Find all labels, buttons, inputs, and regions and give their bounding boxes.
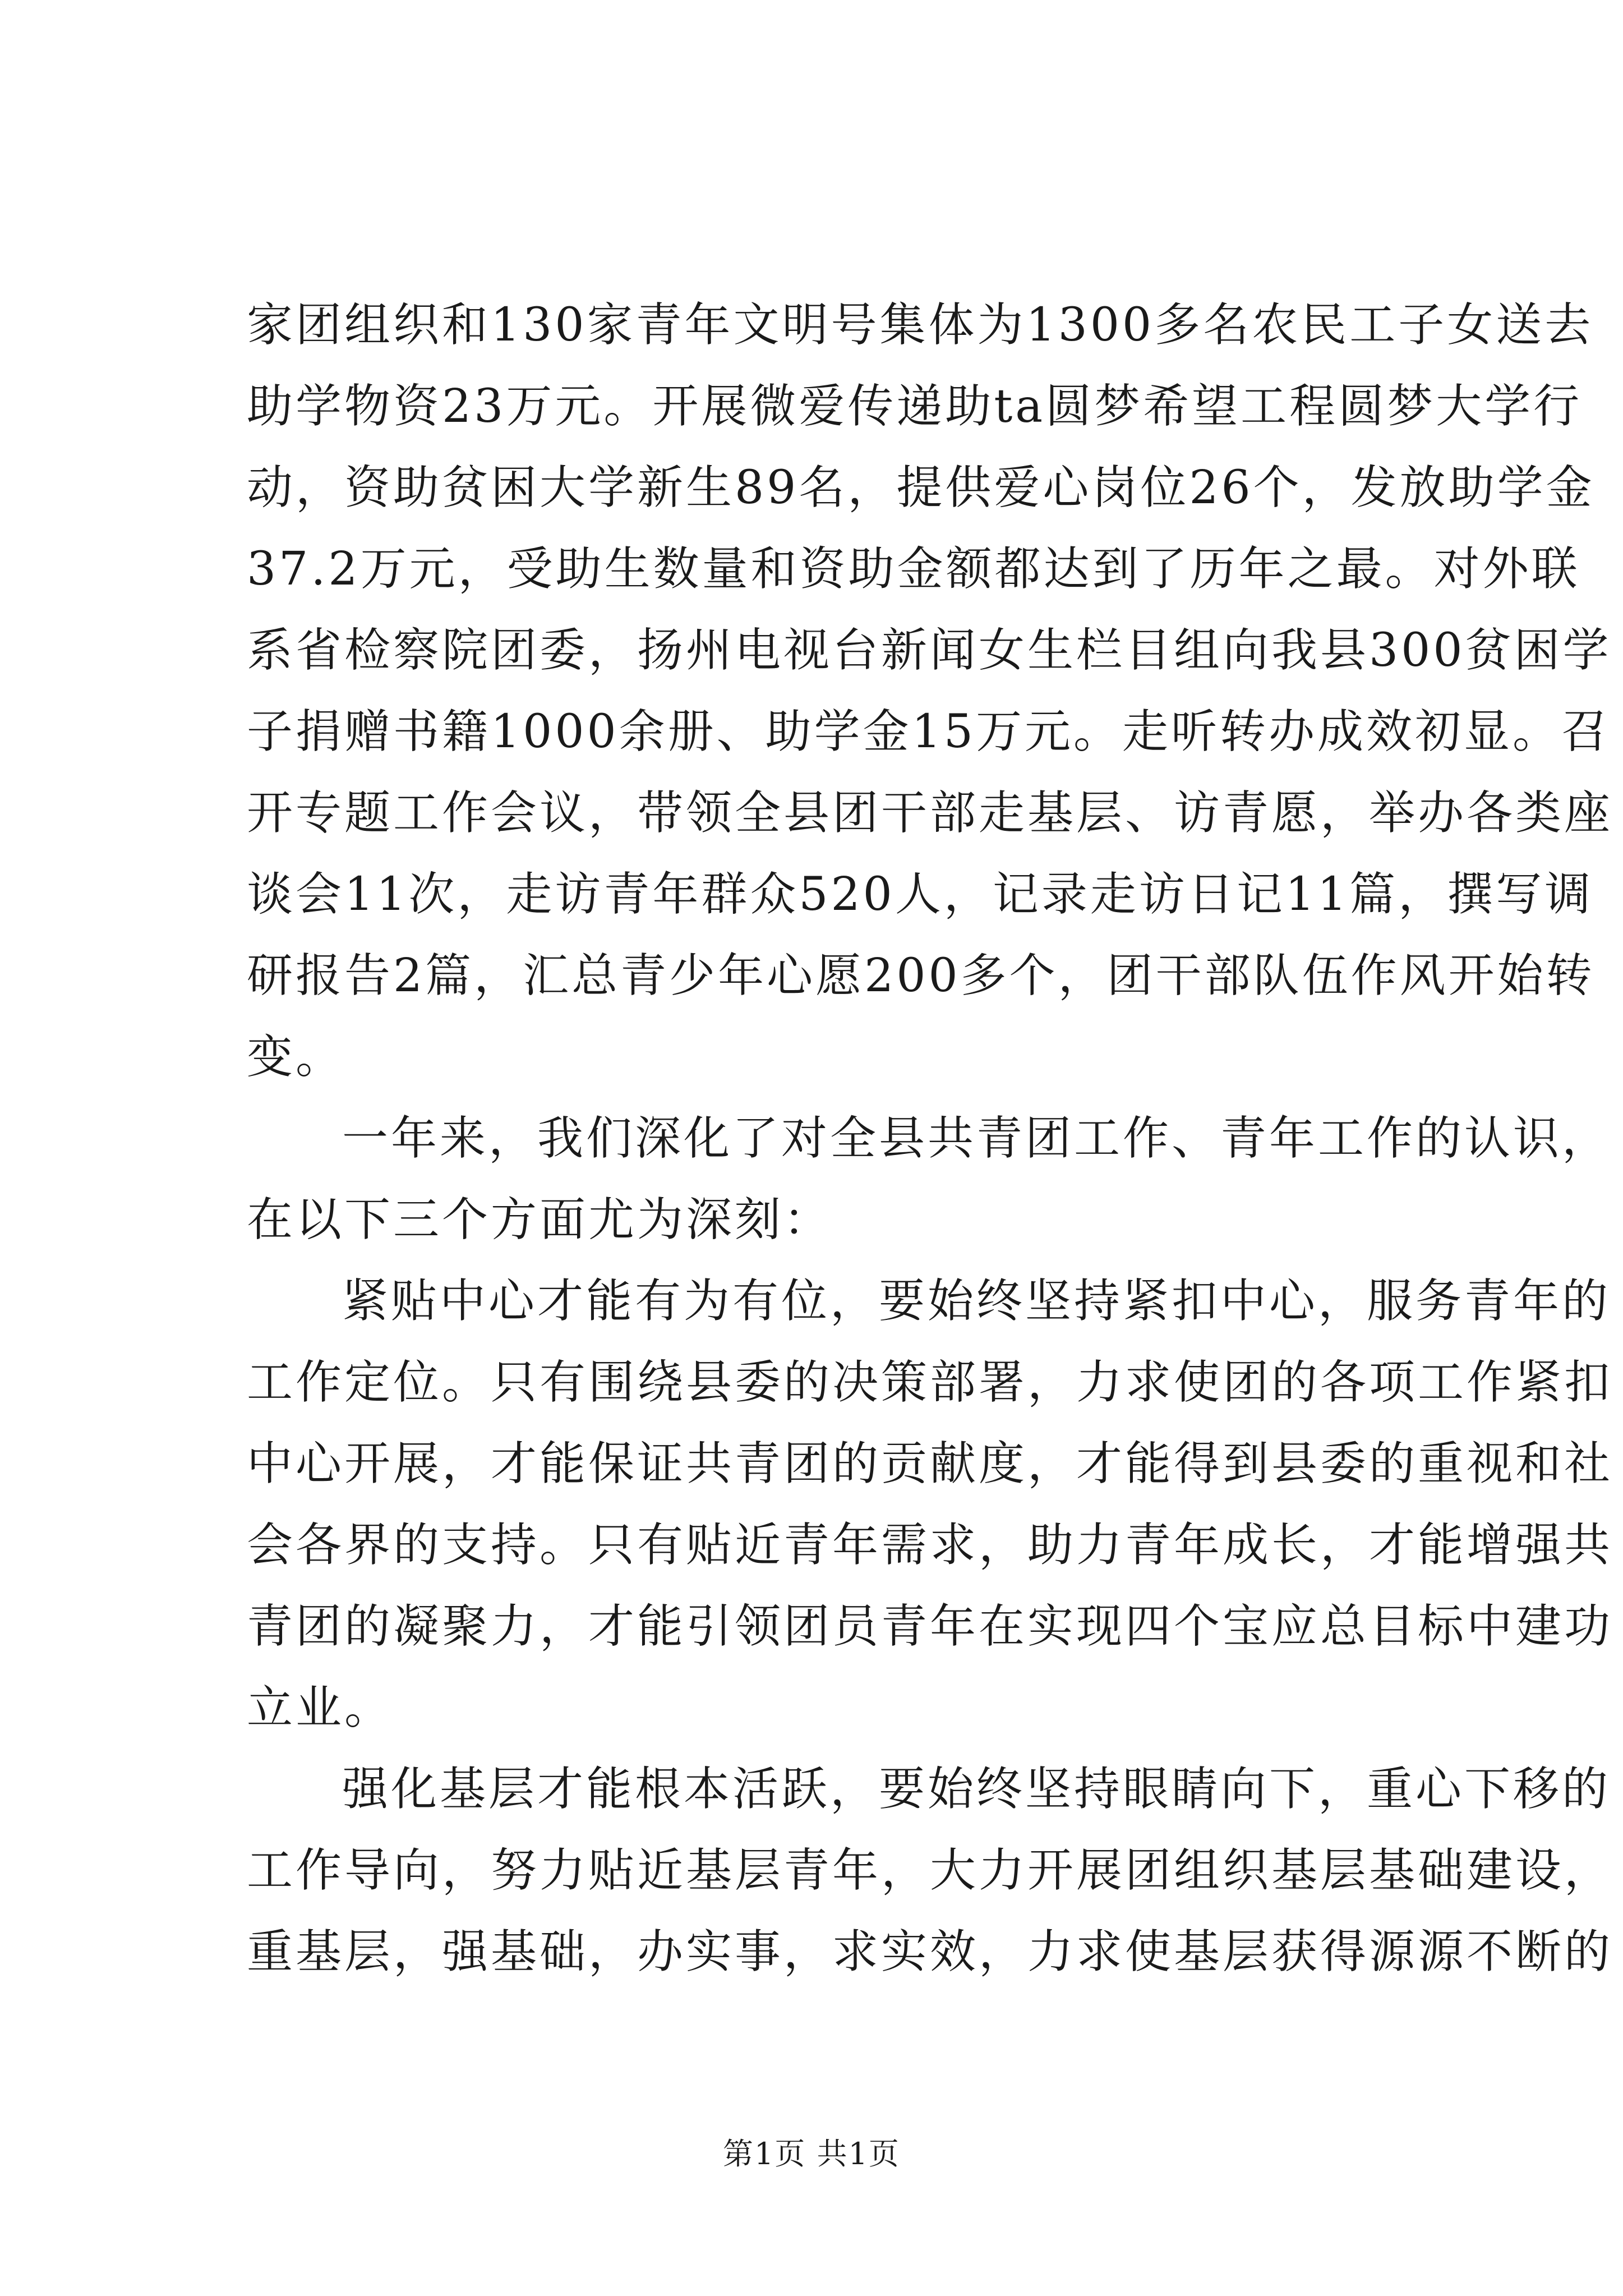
text-line: 助学物资23万元。开展微爱传递助ta圆梦希望工程圆梦大学行: [247, 380, 1583, 433]
text-line: 工作导向，努力贴近基层青年，大力开展团组织基层基础建设，: [247, 1844, 1613, 1897]
text-line: 系省检察院团委，扬州电视台新闻女生栏目组向我县300贫困学: [247, 624, 1612, 677]
paragraph-first-line: 一年来，我们深化了对全县共青团工作、青年工作的认识，: [342, 1112, 1611, 1165]
text-line: 子捐赠书籍1000余册、助学金15万元。走听转办成效初显。召: [247, 705, 1611, 758]
text-line: 立业。: [247, 1681, 394, 1734]
text-line: 在以下三个方面尤为深刻：: [247, 1193, 833, 1246]
text-line: 变。: [247, 1030, 345, 1084]
text-line: 中心开展，才能保证共青团的贡献度，才能得到县委的重视和社: [247, 1437, 1613, 1490]
text-line: 会各界的支持。只有贴近青年需求，助力青年成长，才能增强共: [247, 1519, 1613, 1572]
text-line: 谈会11次，走访青年群众520人，记录走访日记11篇，撰写调: [247, 868, 1594, 921]
text-line: 青团的凝聚力，才能引领团员青年在实现四个宝应总目标中建功: [247, 1600, 1613, 1653]
paragraph-first-line: 紧贴中心才能有为有位，要始终坚持紧扣中心，服务青年的: [342, 1274, 1611, 1328]
paragraph-first-line: 强化基层才能根本活跃，要始终坚持眼睛向下，重心下移的: [342, 1763, 1611, 1816]
text-line: 重基层，强基础，办实事，求实效，力求使基层获得源源不断的: [247, 1925, 1613, 1978]
page-number-footer: 第1页 共1页: [723, 2136, 900, 2171]
text-line: 37.2万元，受助生数量和资助金额都达到了历年之最。对外联: [247, 542, 1580, 596]
text-line: 工作定位。只有围绕县委的决策部署，力求使团的各项工作紧扣: [247, 1356, 1613, 1409]
text-line: 研报告2篇，汇总青少年心愿200多个，团干部队伍作风开始转: [247, 949, 1595, 1002]
text-line: 开专题工作会议，带领全县团干部走基层、访青愿，举办各类座: [247, 786, 1613, 840]
text-line: 家团组织和130家青年文明号集体为1300多名农民工子女送去: [247, 298, 1594, 352]
text-line: 动，资助贫困大学新生89名，提供爱心岗位26个，发放助学金: [247, 461, 1595, 514]
